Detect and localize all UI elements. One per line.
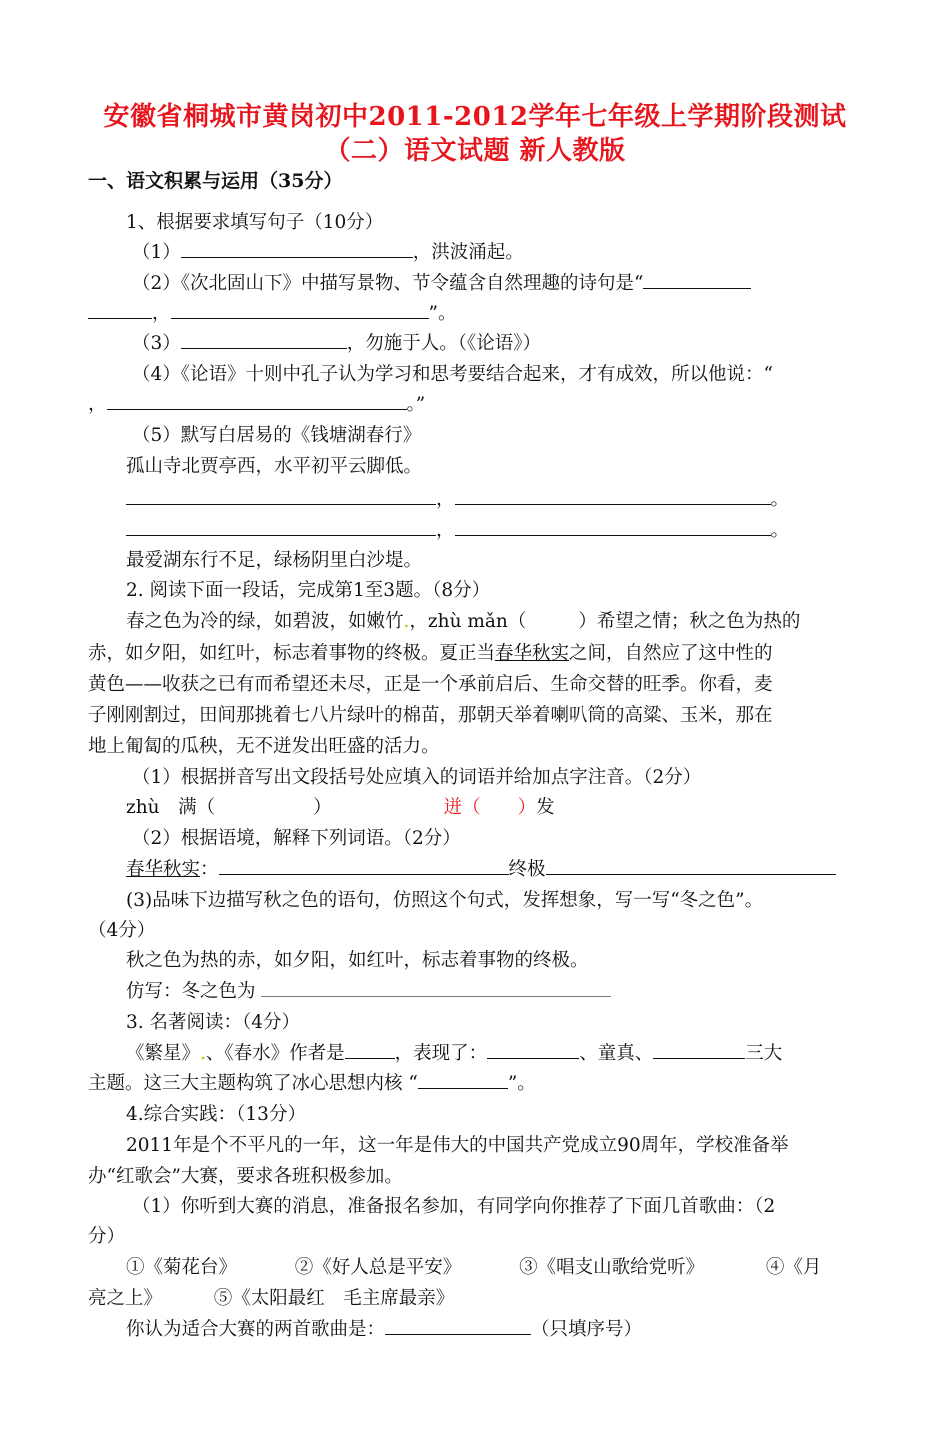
- poem-first-line: 孤山寺北贾亭西，水平初平云脚低。: [126, 456, 423, 477]
- q1-part3-blank[interactable]: [181, 330, 347, 349]
- song-5: ⑤《太阳最红 毛主席最亲》: [213, 1288, 455, 1309]
- q3-l1-b: 、《春水》作者是: [205, 1043, 345, 1064]
- q3-line2: [88, 1069, 868, 1095]
- q1-part3-prefix: （3）: [132, 333, 181, 354]
- q1-part2-blank-c[interactable]: [171, 300, 429, 319]
- q1-part3: [132, 329, 912, 355]
- q1-part4-comma: ，: [88, 394, 107, 415]
- q2-stem: 2. 阅读下面一段话，完成第1至3题。（8分）: [126, 580, 491, 601]
- song-2: ②《好人总是平安》: [294, 1257, 462, 1278]
- q2-para-line4: 子刚刚割过，田间那挑着七八片绿叶的棉苗，那朝天举着喇叭筒的高粱、玉米，那在: [88, 705, 773, 726]
- q1-part2-mid: ，: [152, 303, 171, 324]
- q1-part2-text: （2）《次北固山下》中描写景物、节令蕴含自然理趣的诗句是“: [132, 273, 644, 294]
- q1-part4-blank[interactable]: [107, 391, 407, 410]
- q1-part3-suffix: ，勿施于人。（《论语》）: [346, 333, 542, 354]
- q1-part2-line1: [132, 269, 912, 295]
- q2-para-l2-end: 之间，自然应了这中性的: [569, 643, 773, 664]
- song-list-row-2: [88, 1284, 868, 1310]
- q3-l1-a: 《繁星》: [126, 1043, 201, 1064]
- q2-sub2-blank-1[interactable]: [219, 856, 509, 875]
- q3-stem: 3. 名著阅读：（4分）: [126, 1012, 301, 1033]
- q2-sub3-line2: （4分）: [88, 920, 156, 941]
- q2-para-line5: 地上匍匐的瓜秧，无不迸发出旺盛的活力。: [88, 736, 440, 757]
- q2-sub1-red: 迸（ ）: [443, 797, 537, 818]
- q2-para-l1-c: ）希望之情；秋之色为热的: [578, 611, 801, 632]
- q2-sub3-imitate-label: 仿写：冬之色为: [126, 981, 262, 1002]
- song-3: ③《唱支山歌给党听》: [519, 1257, 705, 1278]
- q1-stem: 1、根据要求填写句子（10分）: [126, 212, 384, 233]
- q2-sub1-ans-b: ）: [313, 797, 332, 818]
- poem-comma-2: ，: [436, 520, 455, 541]
- q1-part1-blank[interactable]: [181, 239, 413, 258]
- poem-blank-1[interactable]: [126, 486, 436, 505]
- q2-sub1: （1）根据拼音写出文段括号处应填入的词语并给加点字注音。（2分）: [132, 767, 702, 788]
- q1-part1-suffix: ，洪波涌起。: [412, 242, 524, 263]
- poem-comma-1: ，: [436, 489, 455, 510]
- q4-answer-label: 你认为适合大赛的两首歌曲是：: [126, 1319, 386, 1340]
- q3-l1-dot: .: [200, 1043, 206, 1064]
- q2-para-l2: 赤，如夕阳，如红叶，标志着事物的终极。夏正当: [88, 643, 496, 664]
- q4-sub1-line1: （1）你听到大赛的消息，准备报名参加，有同学向你推荐了下面几首歌曲：（2: [132, 1196, 776, 1217]
- q2-para-l1-b: ，zhù mǎn（: [409, 611, 527, 632]
- q1-part1: [132, 238, 912, 264]
- q2-para-line2: [88, 639, 868, 665]
- q1-part4-end: 。”: [406, 394, 426, 415]
- q3-l2-a: 主题。这三大主题构筑了冰心思想内核 “: [88, 1073, 418, 1094]
- q3-theme-blank-2[interactable]: [653, 1040, 745, 1059]
- song-1: ①《菊花台》: [126, 1257, 238, 1278]
- q3-l1-e: 三大: [745, 1043, 783, 1064]
- q2-para-line3: 黄色——收获之已有而希望还未尽，正是一个承前启后、生命交替的旺季。你看，麦: [88, 674, 773, 695]
- poem-blank-row-1: [126, 485, 906, 511]
- q2-sub2-answer: [126, 855, 906, 881]
- q2-sub3-blank[interactable]: [261, 978, 611, 997]
- q2-sub2: （2）根据语境，解释下列词语。（2分）: [132, 828, 461, 849]
- q4-sub1-line2: 分）: [88, 1226, 126, 1247]
- title-line-1: 安徽省桐城市黄岗初中2011-2012学年七年级上学期阶段测试: [103, 102, 847, 132]
- song-4-cont: 亮之上》: [88, 1288, 163, 1309]
- q1-part1-prefix: （1）: [132, 242, 181, 263]
- q2-sub2-term2: 终极: [508, 859, 546, 880]
- poem-blank-2[interactable]: [455, 486, 771, 505]
- q3-l1-d: 、童真、: [579, 1043, 654, 1064]
- q3-core-blank[interactable]: [418, 1070, 508, 1089]
- poem-blank-4[interactable]: [455, 517, 771, 536]
- poem-blank-row-2: [126, 516, 906, 542]
- q4-answer-blank[interactable]: [385, 1316, 531, 1335]
- poem-last-line: 最爱湖东行不足，绿杨阴里白沙堤。: [126, 550, 423, 571]
- q2-para-l2-term: 春华秋实: [495, 643, 570, 664]
- q4-answer-line: [126, 1315, 906, 1341]
- q1-part2-end: ”。: [428, 303, 457, 324]
- poem-blank-3[interactable]: [126, 517, 436, 536]
- q2-sub2-blank-2[interactable]: [546, 856, 836, 875]
- poem-period-1: 。: [770, 489, 790, 510]
- q2-sub3-imitate: [126, 977, 906, 1003]
- poem-period-2: 。: [770, 520, 790, 541]
- q4-stem: 4.综合实践：（13分）: [126, 1104, 306, 1125]
- q2-sub1-answer: [126, 793, 906, 819]
- q3-l2-b: ”。: [507, 1073, 536, 1094]
- q1-part2-blank-a[interactable]: [643, 270, 751, 289]
- q1-part2-blank-b[interactable]: [88, 300, 152, 319]
- q1-part5: （5）默写白居易的《钱塘湖春行》: [132, 425, 422, 446]
- q3-theme-blank-1[interactable]: [487, 1040, 579, 1059]
- q2-sub2-term1: 春华秋实: [126, 859, 201, 880]
- q4-intro-line1: 2011年是个不平凡的一年，这一年是伟大的中国共产党成立90周年，学校准备举: [126, 1135, 789, 1156]
- q2-para-l1-a: 春之色为冷的绿，如碧波，如嫩竹: [126, 611, 404, 632]
- q2-sub3-example: 秋之色为热的赤，如夕阳，如红叶，标志着事物的终极。: [126, 950, 589, 971]
- q3-author-blank[interactable]: [345, 1040, 395, 1059]
- q4-intro-line2: 办“红歌会”大赛，要求各班积极参加。: [88, 1166, 403, 1187]
- q1-part2-line2: [88, 299, 868, 325]
- q3-l1-c: ，表现了：: [394, 1043, 488, 1064]
- title-line-2: （二）语文试题 新人教版: [324, 136, 626, 166]
- song-list-row-1: [126, 1253, 906, 1279]
- q2-sub2-colon: ：: [200, 859, 219, 880]
- q3-line1: [126, 1039, 906, 1065]
- section-1-heading: 一、语文积累与运用（35分）: [88, 170, 343, 192]
- q2-para-line1: [126, 607, 906, 633]
- q4-answer-hint: （只填序号）: [531, 1319, 643, 1340]
- q2-para-l1-dot: .: [403, 611, 410, 632]
- q2-sub1-ans-c: 发: [536, 797, 555, 818]
- q2-sub1-ans-a: zhù 满（: [126, 797, 216, 818]
- q1-part4-line2: [88, 390, 868, 416]
- q1-part4-line1: （4）《论语》十则中孔子认为学习和思考要结合起来，才有成效，所以他说：“: [132, 364, 773, 385]
- q2-sub3-line1: (3)品味下边描写秋之色的语句，仿照这个句式，发挥想象，写一写“冬之色”。: [126, 890, 764, 911]
- song-4: ④《月: [765, 1257, 822, 1278]
